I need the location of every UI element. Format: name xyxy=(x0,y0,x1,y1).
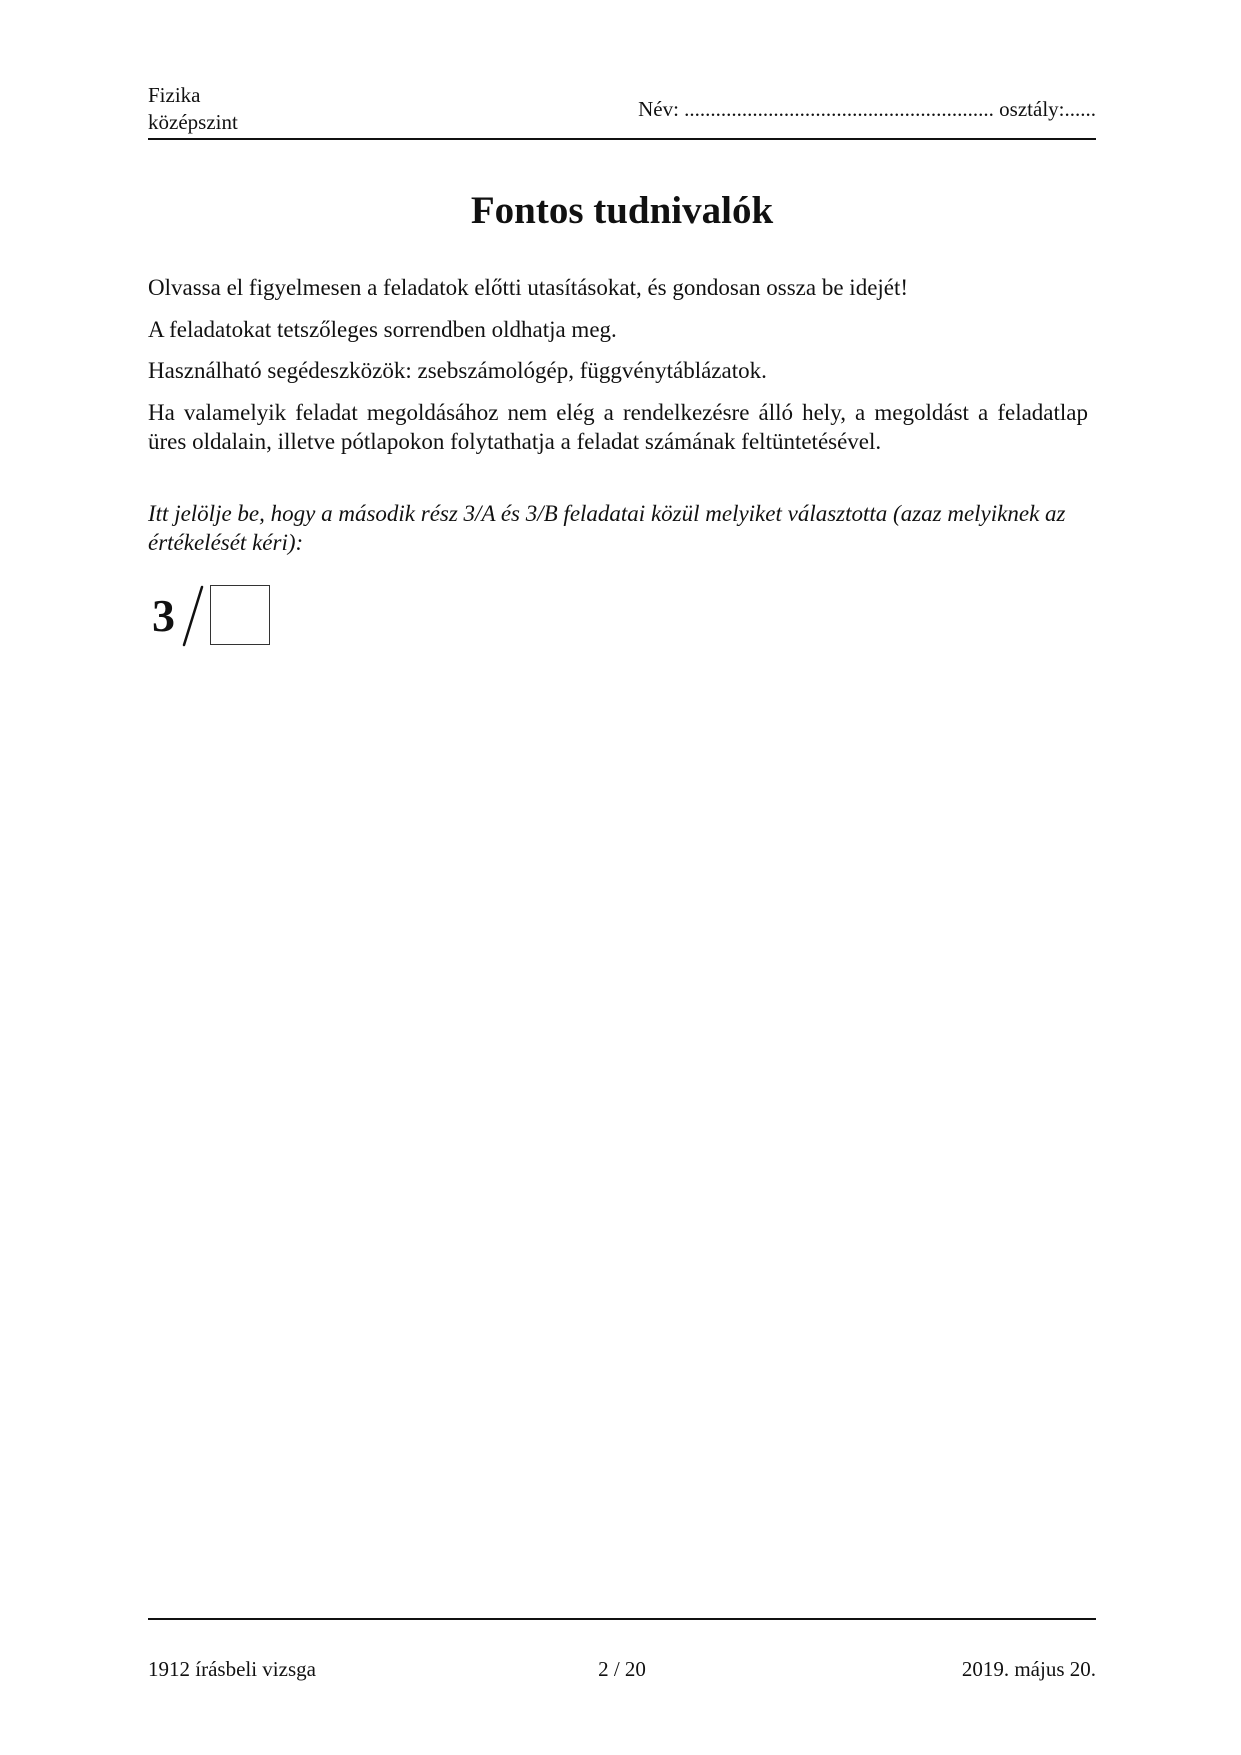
exam-date: 2019. május 20. xyxy=(961,1657,1096,1681)
choice-number: 3 xyxy=(152,590,175,641)
footer-divider xyxy=(148,1618,1096,1620)
instruction-paragraph: A feladatokat tetszőleges sorrendben oldhatja meg. xyxy=(148,317,617,342)
instruction-paragraph: Olvassa el figyelmesen a feladatok előtti utasításokat, és gondosan ossza be idejét! xyxy=(148,275,909,300)
selection-note: Itt jelölje be, hogy a második rész 3/A és 3/B feladatai közül melyiket választotta (azaz melyiknek az értékelését kéri): xyxy=(148,501,1066,555)
task-choice-marker xyxy=(150,583,280,649)
instruction-paragraph: Ha valamelyik feladat megoldásához nem elég a rendelkezésre álló hely, a megoldást a feladatlap üres oldalain, illetve pótlapokon folytathatja a feladat számának feltüntetésével. xyxy=(148,400,1088,454)
level-label: középszint xyxy=(148,110,238,134)
name-class-field[interactable]: Név: ........................................................... osztály:...... xyxy=(638,97,1096,121)
instruction-paragraph: Használható segédeszközök: zsebszámológép, függvénytáblázatok. xyxy=(148,358,767,383)
page-header xyxy=(148,82,1096,140)
subject-label: Fizika xyxy=(148,83,201,107)
choice-checkbox[interactable] xyxy=(210,585,270,645)
slash-icon xyxy=(178,583,208,649)
page-footer xyxy=(148,1656,1096,1686)
exam-code: 1912 írásbeli vizsga xyxy=(148,1657,316,1681)
page-title: Fontos tudnivalók xyxy=(470,189,774,232)
page-number: 2 / 20 xyxy=(598,1657,646,1681)
header-subject-block xyxy=(148,82,238,136)
